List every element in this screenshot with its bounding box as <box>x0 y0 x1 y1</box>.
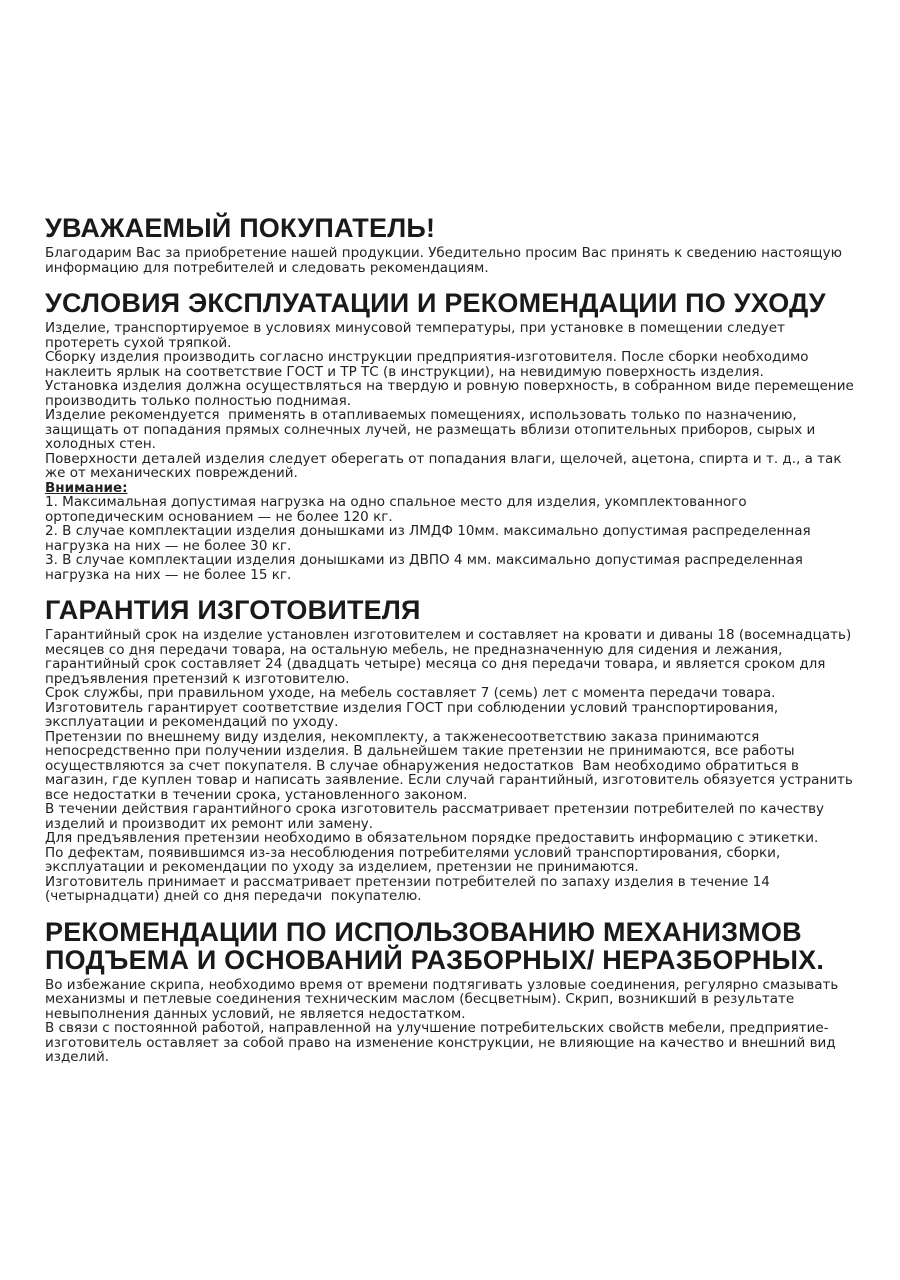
attention-label: Внимание: <box>45 479 128 496</box>
attention-item: 2. В случае комплектации изделия донышками из ЛМДФ 10мм. максимально допустимая распределенная нагрузка на них — не более 30 кг. <box>45 523 815 554</box>
warranty-paragraph: Для предъявления претензии необходимо в обязательном порядке предоставить информацию с этикетки. <box>45 830 819 846</box>
warranty-paragraph: В течении действия гарантийного срока изготовитель рассматривает претензии потребителей по качеству изделий и производит их ремонт или замену. <box>45 801 829 832</box>
care-paragraph: Установка изделия должна осуществляться на твердую и ровную поверхность, в собранном виде перемещение производить только полностью поднимая. <box>45 378 859 409</box>
attention-item: 3. В случае комплектации изделия донышками из ДВПО 4 мм. максимально допустимая распределенная нагрузка на них — не более 15 кг. <box>45 552 808 583</box>
warranty-paragraph: Претензии по внешнему виду изделия, некомплекту, а такженесоответствию заказа принимаются непосредственно при получении изделия. В дальнейшем такие претензии не принимаются, все работы осуществляются за счет покупателя. В случае обнаружения недостатков Вам необходимо обратиться в магазин, где куплен товар и написать заявление. Если случай гарантийный, изготовитель обязуется устранить все недостатки в течении срока, установленного законом. <box>45 728 858 803</box>
care-paragraph: Поверхности деталей изделия следует оберегать от попадания влаги, щелочей, ацетона, спирта и т. д., а так же от механических повреждений. <box>45 450 846 481</box>
warranty-paragraph: По дефектам, появившимся из-за несоблюдения потребителями условий транспортирования, сборки, эксплуатации и рекомендации по уходу за изделием, претензии не принимаются. <box>45 844 785 875</box>
section-warranty <box>45 596 857 904</box>
mechanisms-paragraph: Во избежание скрипа, необходимо время от времени подтягивать узловые соединения, регулярно смазывать механизмы и петлевые соединения техническим маслом (бесцветным). Скрип, возникший в результате невыполнения данных условий, не является недостатком. <box>45 976 843 1022</box>
warranty-heading: ГАРАНТИЯ ИЗГОТОВИТЕЛЯ <box>45 595 421 625</box>
care-paragraph: Изделие, транспортируемое в условиях минусовой температуры, при установке в помещении следует протереть сухой тряпкой. <box>45 320 790 351</box>
attention-item: 1. Максимальная допустимая нагрузка на одно спальное место для изделия, укомплектованного ортопедическим основанием — не более 120 кг. <box>45 494 751 525</box>
care-conditions-heading: УСЛОВИЯ ЭКСПЛУАТАЦИИ И РЕКОМЕНДАЦИИ ПО УХОДУ <box>45 288 826 318</box>
greeting-heading: УВАЖАЕМЫЙ ПОКУПАТЕЛЬ! <box>45 213 436 243</box>
mechanisms-paragraph: В связи с постоянной работой, направленной на улучшение потребительских свойств мебели, предприятие-изготовитель оставляет за собой право на изменение конструкции, не влияющие на качество и внешний вид изделий. <box>45 1020 840 1065</box>
section-mechanisms <box>45 918 857 1065</box>
greeting-paragraph: Благодарим Вас за приобретение нашей продукции. Убедительно просим Вас принять к сведению настоящую информацию для потребителей и следовать рекомендациям. <box>45 245 847 276</box>
care-paragraph: Изделие рекомендуется применять в отапливаемых помещениях, использовать только по назначению, защищать от попадания прямых солнечных лучей, не размещать вблизи отопительных приборов, сырых и холодных стен. <box>45 407 820 452</box>
warranty-paragraph: Изготовитель гарантирует соответствие изделия ГОСТ при соблюдении условий транспортирования, эксплуатации и рекомендаций по уходу. <box>45 699 783 730</box>
section-care-conditions <box>45 289 857 582</box>
mechanisms-heading: РЕКОМЕНДАЦИИ ПО ИСПОЛЬЗОВАНИЮ МЕХАНИЗМОВ ПОДЪЕМА И ОСНОВАНИЙ РАЗБОРНЫХ/ НЕРАЗБОРНЫХ. <box>45 916 825 975</box>
care-paragraph: Сборку изделия производить согласно инструкции предприятия-изготовителя. После сборки необходимо наклеить ярлык на соответствие ГОСТ и ТР ТС (в инструкции), на невидимую поверхность изделия. <box>45 349 813 380</box>
warranty-paragraph: Гарантийный срок на изделие установлен изготовителем и составляет на кровати и диваны 18 (восемнадцать) месяцев со дня передачи товара, на остальную мебель, не предназначенную для сидения и лежания, гарантийный срок составляет 24 (двадцать четыре) месяца со дня передачи товара, и является сроком для предъявления претензий к изготовителю. <box>45 627 856 687</box>
warranty-paragraph: Изготовитель принимает и рассматривает претензии потребителей по запаху изделия в течение 14 (четырнадцати) дней со дня передачи покупателю. <box>45 873 775 904</box>
warranty-paragraph: Срок службы, при правильном уходе, на мебель составляет 7 (семь) лет с момента передачи товара. <box>45 685 776 701</box>
section-greeting <box>45 214 857 275</box>
